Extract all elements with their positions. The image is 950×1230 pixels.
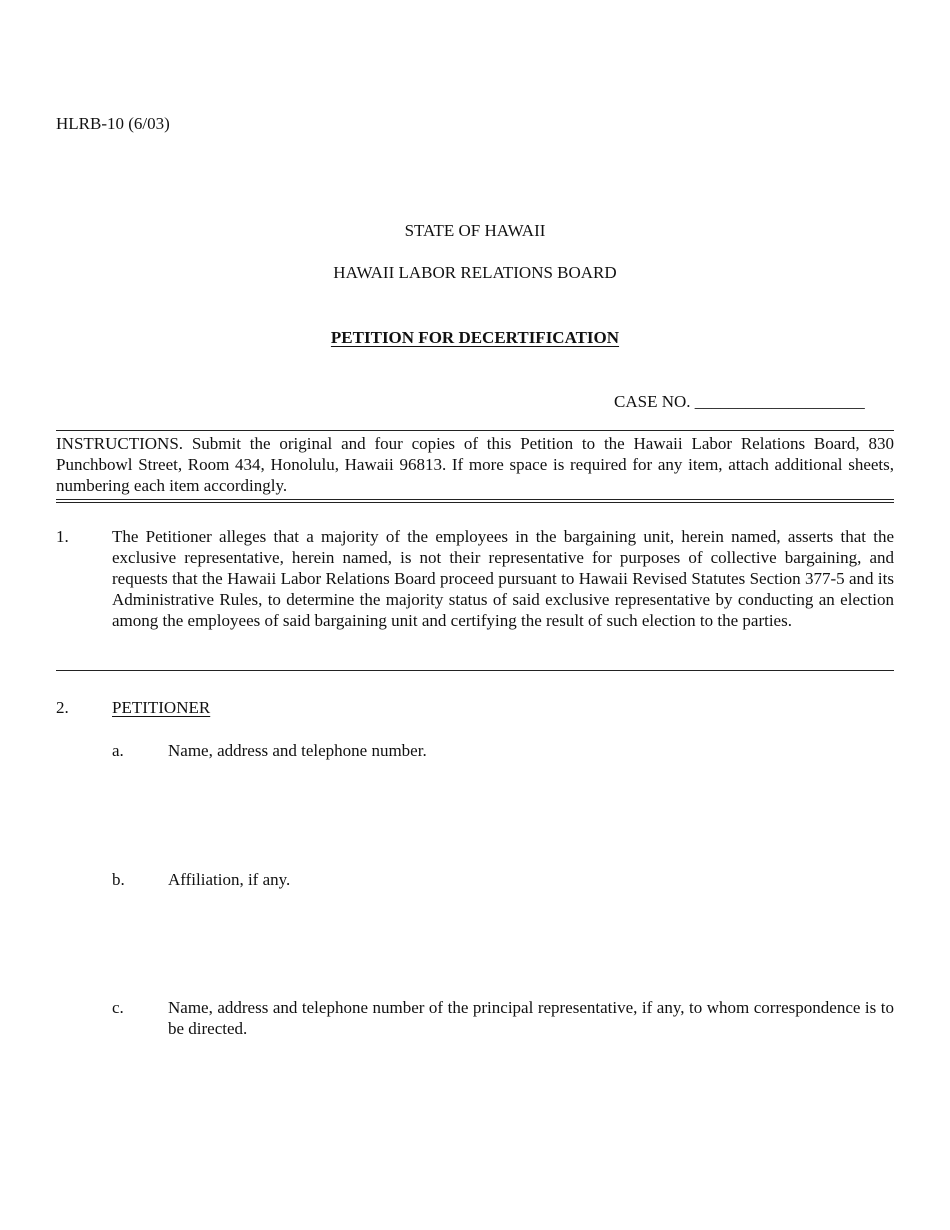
item-b-letter: b. <box>112 870 125 889</box>
board-heading: HAWAII LABOR RELATIONS BOARD <box>333 263 617 282</box>
section-1-number: 1. <box>56 527 69 546</box>
item-c-letter: c. <box>112 998 124 1017</box>
instructions: INSTRUCTIONS. Submit the original and four copies of this Petition to the Hawaii Labor Relations Board, 830 Punchbowl Street, Room 434, Honolulu, Hawaii 96813. If more space is required for any item, attach additional sheets, numbering each item accordingly. <box>56 434 894 495</box>
case-number-field[interactable] <box>614 391 865 412</box>
page-title-text: PETITION FOR DECERTIFICATION <box>330 328 620 347</box>
double-divider-top <box>56 499 894 500</box>
case-number-label: CASE NO. <box>614 392 691 411</box>
double-divider-bottom <box>56 502 894 503</box>
item-c-text: Name, address and telephone number of the principal representative, if any, to whom correspondence is to be directed. <box>168 998 894 1038</box>
item-b-text: Affiliation, if any. <box>168 870 291 889</box>
form-code: HLRB-10 (6/03) <box>56 114 170 133</box>
section-1-text: The Petitioner alleges that a majority of the employees in the bargaining unit, herein named, asserts that the exclusive representative, herein named, is not their representative for purposes of collective bargaining, and requests that the Hawaii Labor Relations Board proceed pursuant to Hawaii Revised Statutes Section 377-5 and its Administrative Rules, to determine the majority status of said exclusive representative by conducting an election among the employees of said bargaining unit and certifying the result of such election to the parties. <box>112 527 894 630</box>
divider-top <box>56 430 894 431</box>
page-title <box>0 327 950 348</box>
section-2-number: 2. <box>56 698 69 717</box>
divider-section-2 <box>56 670 894 671</box>
section-2-heading: PETITIONER <box>112 698 211 717</box>
item-a-letter: a. <box>112 741 124 760</box>
item-a-text: Name, address and telephone number. <box>168 741 427 760</box>
case-number-blank[interactable]: ____________________ <box>694 392 865 411</box>
state-heading: STATE OF HAWAII <box>404 221 546 240</box>
